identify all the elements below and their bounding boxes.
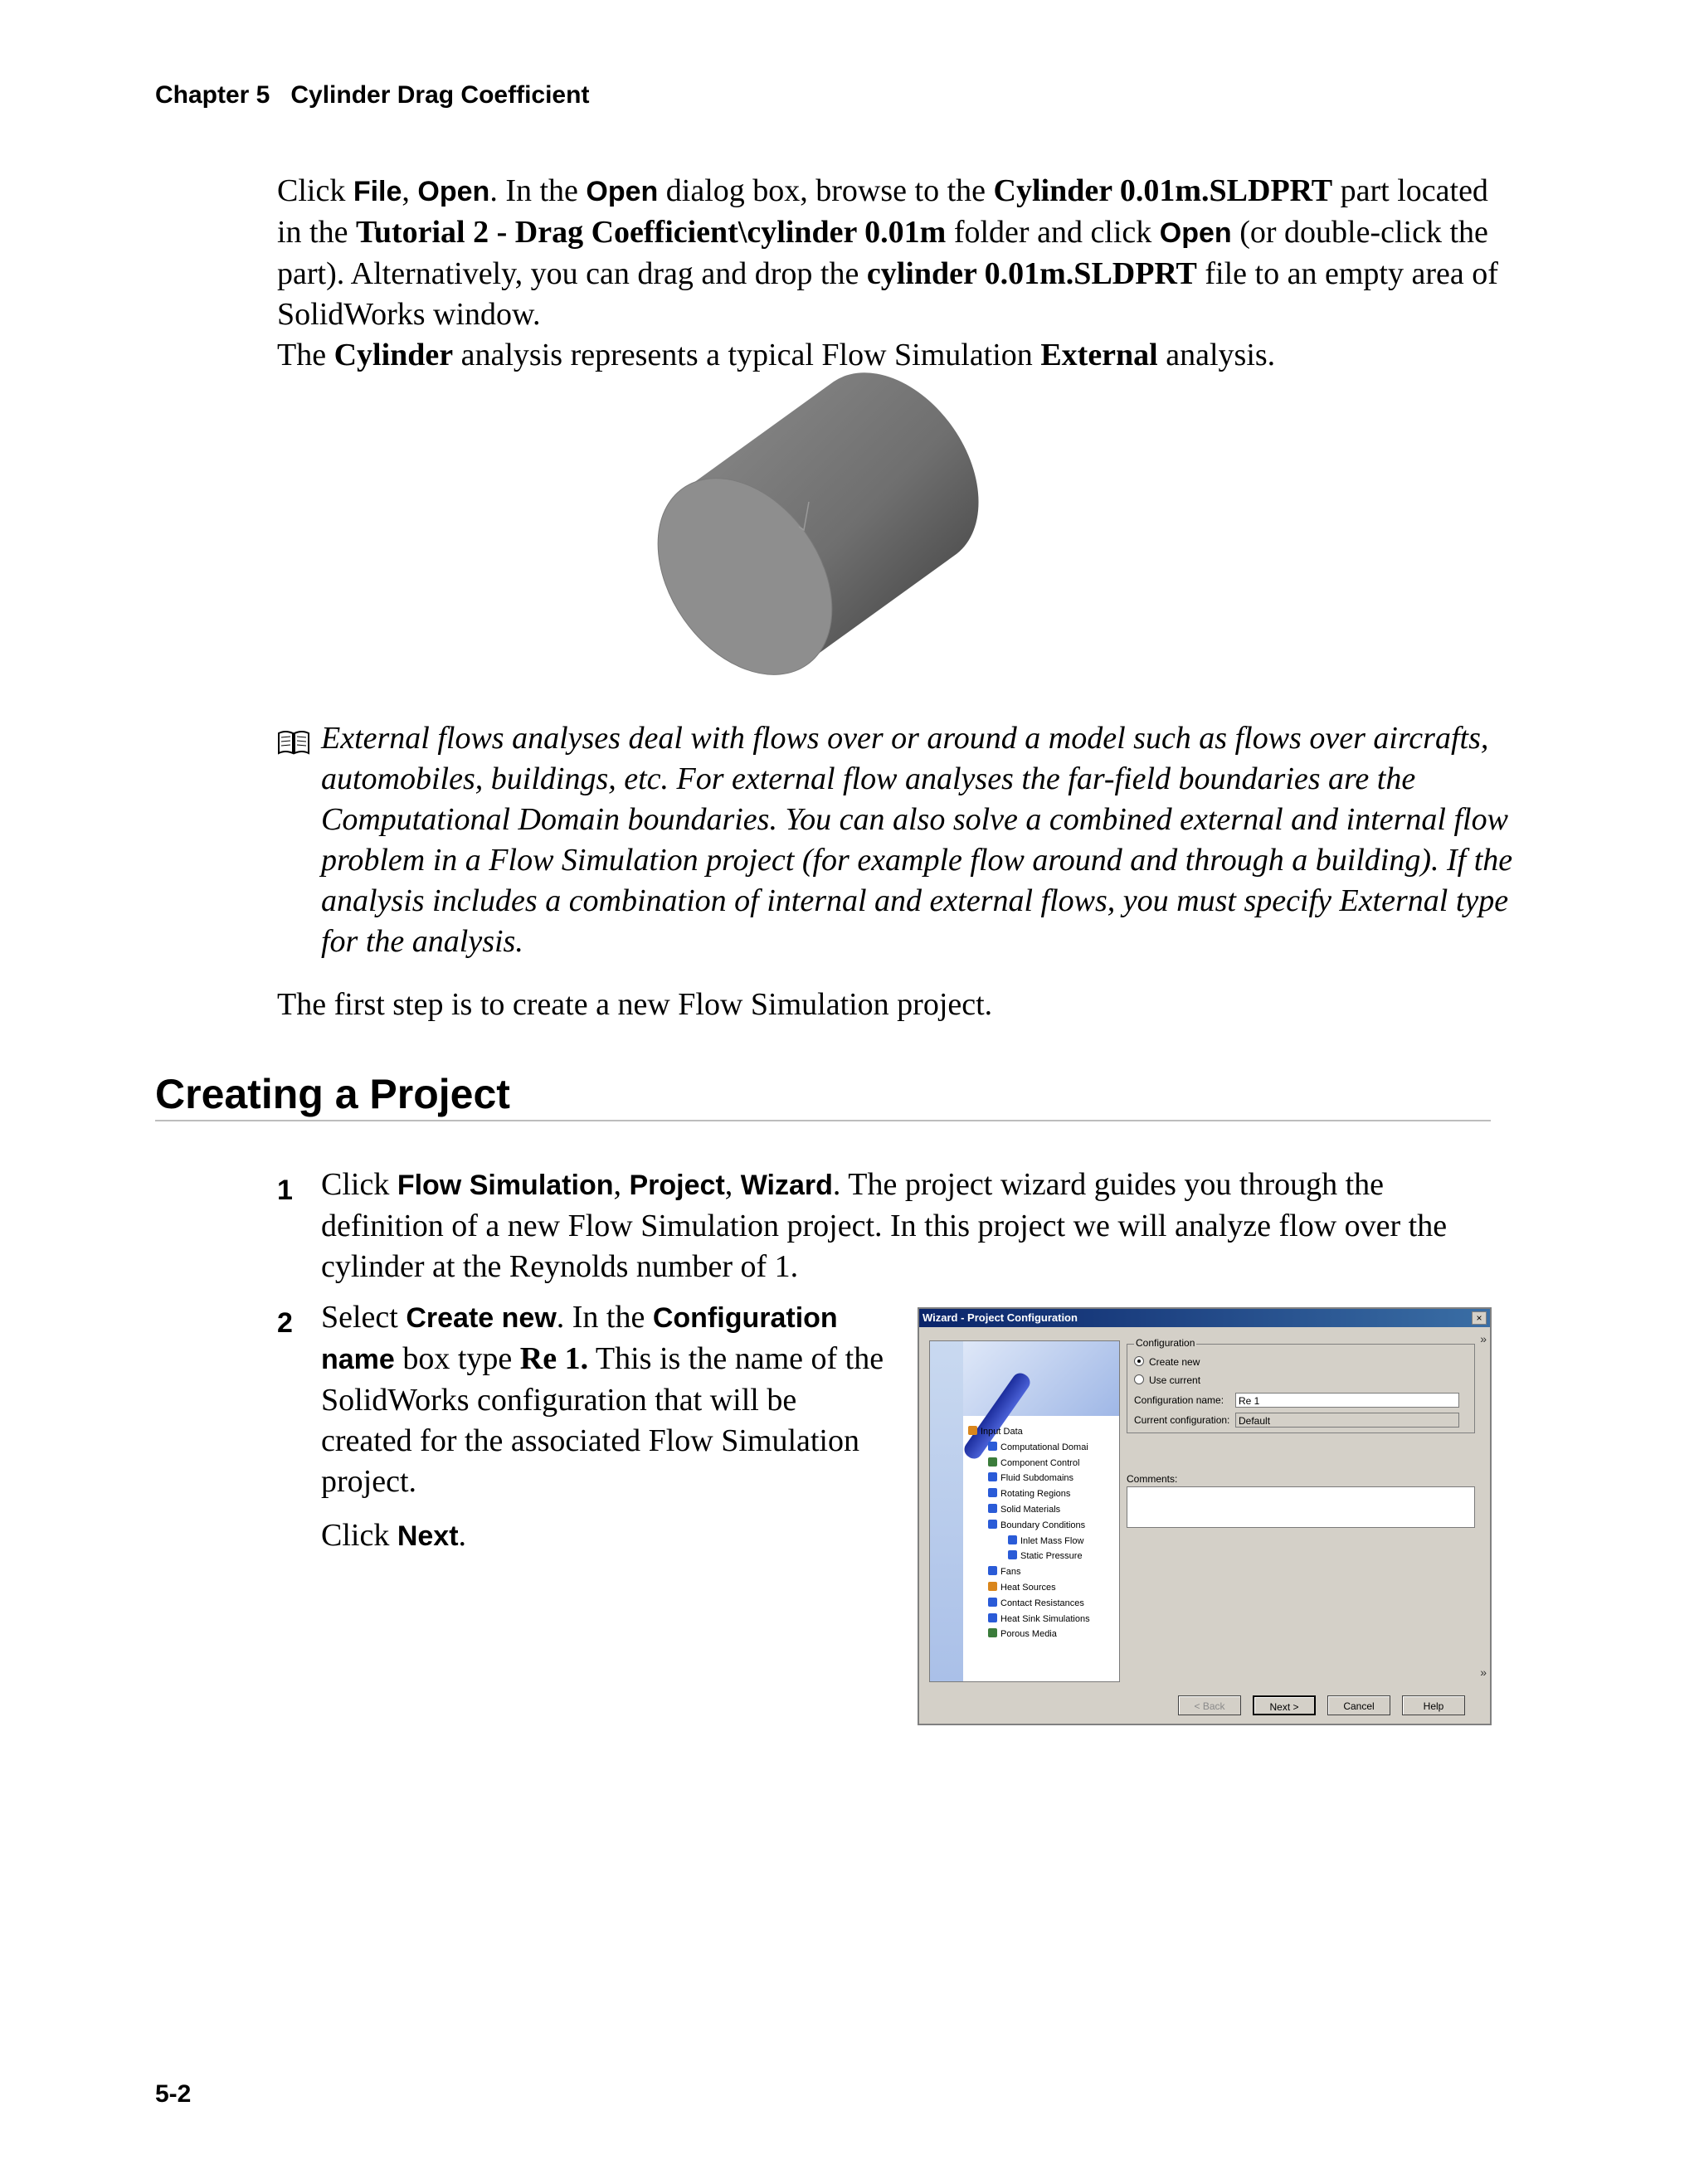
folder-path: Tutorial 2 - Drag Coefficient\cylinder 0.01m bbox=[355, 215, 947, 250]
use-current-radio[interactable]: Use current bbox=[1134, 1374, 1200, 1386]
configuration-group: Configuration Create new Use current Configuration name: Re 1 Current configuration: Default bbox=[1127, 1344, 1475, 1433]
ui-open: Open bbox=[417, 176, 490, 207]
page-number: 5-2 bbox=[155, 2080, 192, 2108]
input-data-tree bbox=[968, 1424, 1090, 1642]
chevron-icon[interactable]: » bbox=[1480, 1666, 1487, 1679]
current-config-label: Current configuration: bbox=[1134, 1414, 1230, 1426]
help-button[interactable]: Help bbox=[1402, 1695, 1465, 1715]
tree-item: Contact Resistances bbox=[968, 1596, 1090, 1612]
create-new-radio[interactable]: Create new bbox=[1134, 1356, 1200, 1368]
tree-item: Computational Domai bbox=[968, 1440, 1090, 1456]
wizard-illustration bbox=[929, 1340, 1120, 1682]
wizard-project-configuration-screenshot bbox=[918, 1307, 1492, 1725]
tree-item: Static Pressure bbox=[968, 1549, 1090, 1564]
step-number: 2 bbox=[277, 1307, 293, 1339]
back-button[interactable]: < Back bbox=[1178, 1695, 1241, 1715]
tree-item: Solid Materials bbox=[968, 1502, 1090, 1518]
tree-item: Porous Media bbox=[968, 1627, 1090, 1642]
current-config-field: Default bbox=[1235, 1413, 1459, 1428]
tree-item: Fluid Subdomains bbox=[968, 1471, 1090, 1486]
cylinder-figure bbox=[639, 365, 1004, 697]
tree-item: Rotating Regions bbox=[968, 1486, 1090, 1502]
comments-label: Comments: bbox=[1127, 1473, 1178, 1485]
cancel-button[interactable]: Cancel bbox=[1327, 1695, 1390, 1715]
chevron-icon[interactable]: » bbox=[1480, 1332, 1487, 1345]
tree-item: Heat Sink Simulations bbox=[968, 1612, 1090, 1627]
intro-paragraph: Click File, Open. In the Open dialog box, browse to the Cylinder 0.01m.SLDPRT part located in the Tutorial 2 - Drag Coefficient\cylinder 0.01m folder and click Open (or double-click the part). Alternatively, you can drag and drop the cylinder 0.01m.SLDPRT file to an empty area of SolidWorks window. The Cylinder analysis represents a typical Flow Simulation External analysis. bbox=[277, 173, 1498, 372]
part-name: Cylinder 0.01m.SLDPRT bbox=[993, 173, 1333, 208]
tree-item: Fans bbox=[968, 1564, 1090, 1580]
config-name-label: Configuration name: bbox=[1134, 1394, 1224, 1406]
section-heading: Creating a Project bbox=[155, 1071, 510, 1117]
tree-item: Input Data bbox=[968, 1424, 1090, 1440]
step-number: 1 bbox=[277, 1175, 293, 1206]
section-rule bbox=[155, 1120, 1491, 1121]
tree-item: Boundary Conditions bbox=[968, 1518, 1090, 1534]
comments-input[interactable] bbox=[1127, 1486, 1475, 1528]
config-name-input[interactable]: Re 1 bbox=[1235, 1393, 1459, 1408]
step-2-text: Select Create new. In the Configuration name box type Re 1. This is the name of the SolidWorks configuration that will be created for the associated Flow Simulation project. bbox=[321, 1300, 884, 1499]
running-head: Chapter 5 Cylinder Drag Coefficient bbox=[155, 81, 590, 109]
close-icon[interactable]: × bbox=[1472, 1311, 1487, 1325]
paragraph: The first step is to create a new Flow Simulation project. bbox=[277, 987, 993, 1022]
tree-item: Component Control bbox=[968, 1456, 1090, 1471]
next-button[interactable]: Next > bbox=[1253, 1695, 1316, 1715]
wizard-title-bar: Wizard - Project Configuration bbox=[919, 1309, 1490, 1327]
tree-item: Heat Sources bbox=[968, 1580, 1090, 1596]
step-2-next-text: Click Next. bbox=[321, 1518, 467, 1553]
tree-item: Inlet Mass Flow bbox=[968, 1534, 1090, 1549]
step-1-text: Click Flow Simulation, Project, Wizard. The project wizard guides you through the definition of a new Flow Simulation project. In this project we will analyze flow over the cylinder at the Reynolds number of 1. bbox=[321, 1167, 1448, 1284]
ui-file: File bbox=[353, 176, 402, 207]
note-text: External flows analyses deal with flows over or around a model such as flows over aircrafts, automobiles, buildings, etc. For external flow analyses the far-field boundaries are the Computational Domain boundaries. You can also solve a combined external and internal flow problem in a Flow Simulation project (for example flow around and through a building). If the analysis includes a combination of internal and external flows, you must specify External type for the analysis. bbox=[321, 721, 1513, 959]
book-icon bbox=[277, 728, 310, 756]
